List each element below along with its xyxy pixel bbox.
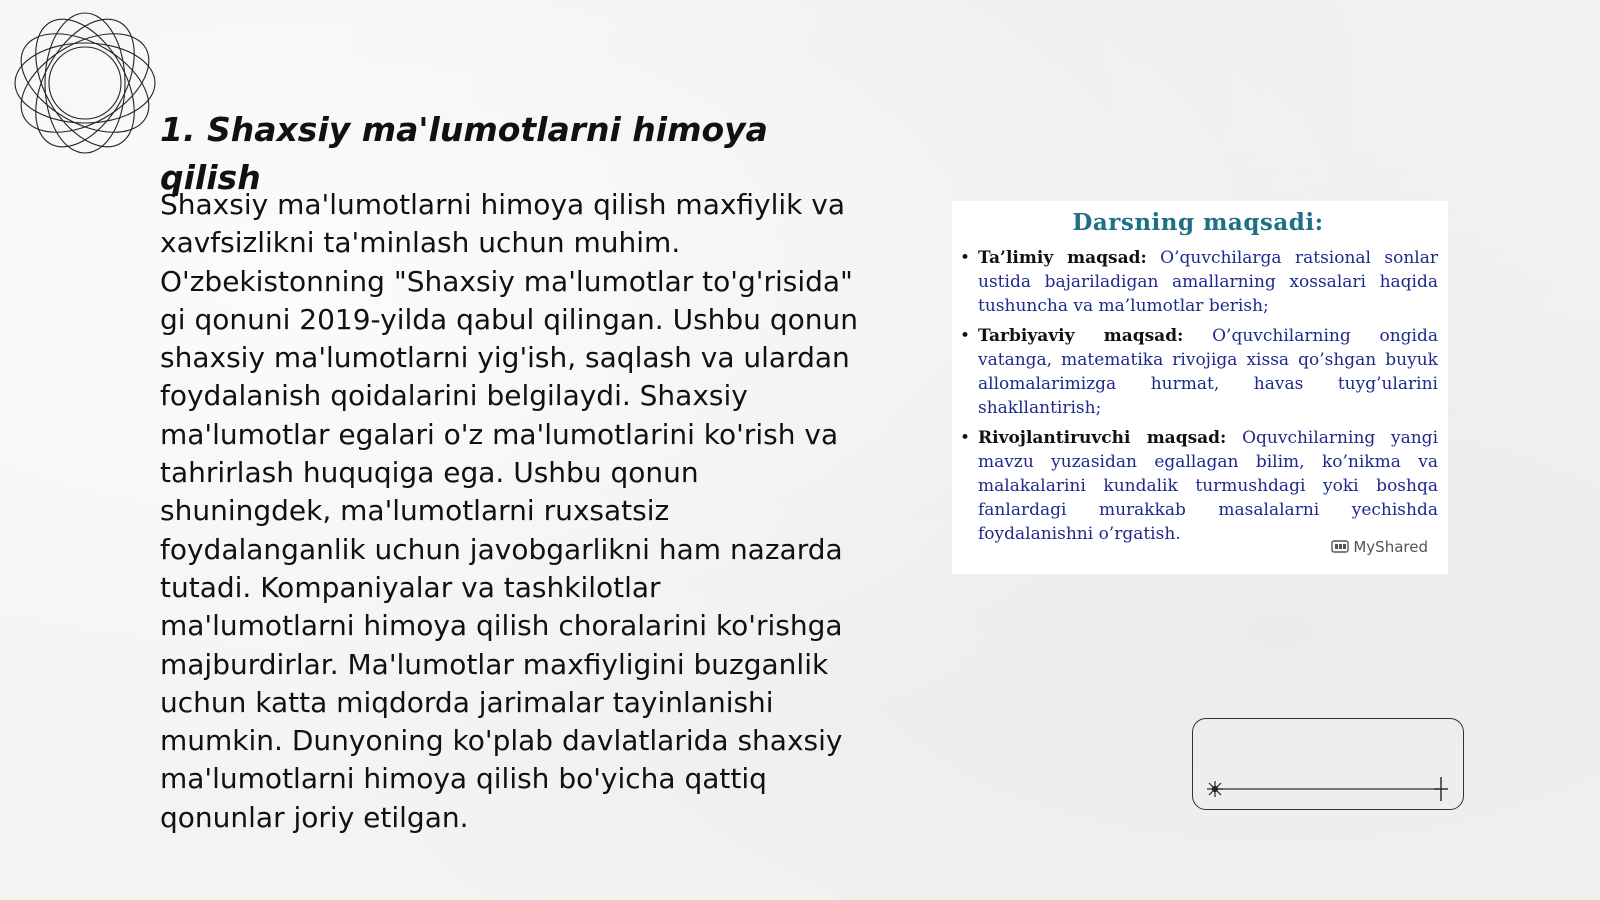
- circular-rings-icon: [10, 8, 160, 158]
- goal-label: Ta’limiy maqsad:: [978, 248, 1147, 268]
- goal-label: Rivojlantiruvchi maqsad:: [978, 428, 1227, 448]
- frame-line: [1193, 719, 1465, 811]
- goal-label: Tarbiyaviy maqsad:: [978, 326, 1184, 346]
- goal-item-upbringing: [958, 324, 1438, 420]
- goal-text: O’quvchilarning ongida vatanga, matematika rivojiga xissa qo’shgan buyuk allomalarimizga hurmat, havas tuyg’ularini shakllantirish;: [978, 326, 1438, 418]
- myshared-logo-icon: [1331, 539, 1349, 555]
- slide-body-text: Shaxsiy ma'lumotlarni himoya qilish maxfiylik va xavfsizlikni ta'minlash uchun muhim. O'zbekistonning "Shaxsiy ma'lumotlar to'g'risida" gi qonuni 2019-yilda qabul qilingan. Ushbu qonun shaxsiy ma'lumotlarni yig'ish, saqlash va ulardan foydalanish qoidalarini belgilaydi. Shaxsiy ma'lumotlar egalari o'z ma'lumotlarini ko'rish va tahrirlash huquqiga ega. Ushbu qonun shuningdek, ma'lumotlarni ruxsatsiz foydalanganlik uchun javobgarlikni ham nazarda tutadi. Kompaniyalar va tashkilotlar ma'lumotlarni himoya qilish choralarini ko'rishga majburdirlar. Ma'lumotlar maxfiyligini buzganlik uchun katta miqdorda jarimalar tayinlanishi mumkin. Dunyoning ko'plab davlatlarida shaxsiy ma'lumotlarni himoya qilish bo'yicha qattiq qonunlar joriy etilgan.: [160, 188, 858, 834]
- goals-list: [958, 246, 1438, 546]
- goal-item-educational: [958, 246, 1438, 318]
- watermark-text: MyShared: [1353, 538, 1428, 556]
- goal-text: Oquvchilarning yangi mavzu yuzasidan egallagan bilim, ko’nikma va malakalarini kundalik turmushdagi yoki boshqa fanlardagi murakkab masalalarni yechishda foydalanishni o’rgatish.: [978, 428, 1439, 544]
- decorative-frame: [1192, 718, 1464, 810]
- bullet: •: [960, 428, 971, 448]
- watermark: [1331, 538, 1428, 556]
- slide-title: 1. Shaxsiy ma'lumotlarni himoya qilish: [160, 110, 768, 197]
- cross-star-icon: [1434, 777, 1448, 801]
- goal-text: O’quvchilarga ratsional sonlar ustida bajariladigan amallarning xossalari haqida tushuncha va ma’lumotlar berish;: [978, 248, 1438, 316]
- bullet: •: [960, 248, 971, 268]
- lesson-goals-image: [952, 201, 1448, 574]
- bullet: •: [960, 326, 971, 346]
- goal-item-developmental: [958, 426, 1438, 546]
- card-title: Darsning maqsadi:: [1072, 209, 1324, 236]
- sparkle-star-icon: [1207, 781, 1223, 797]
